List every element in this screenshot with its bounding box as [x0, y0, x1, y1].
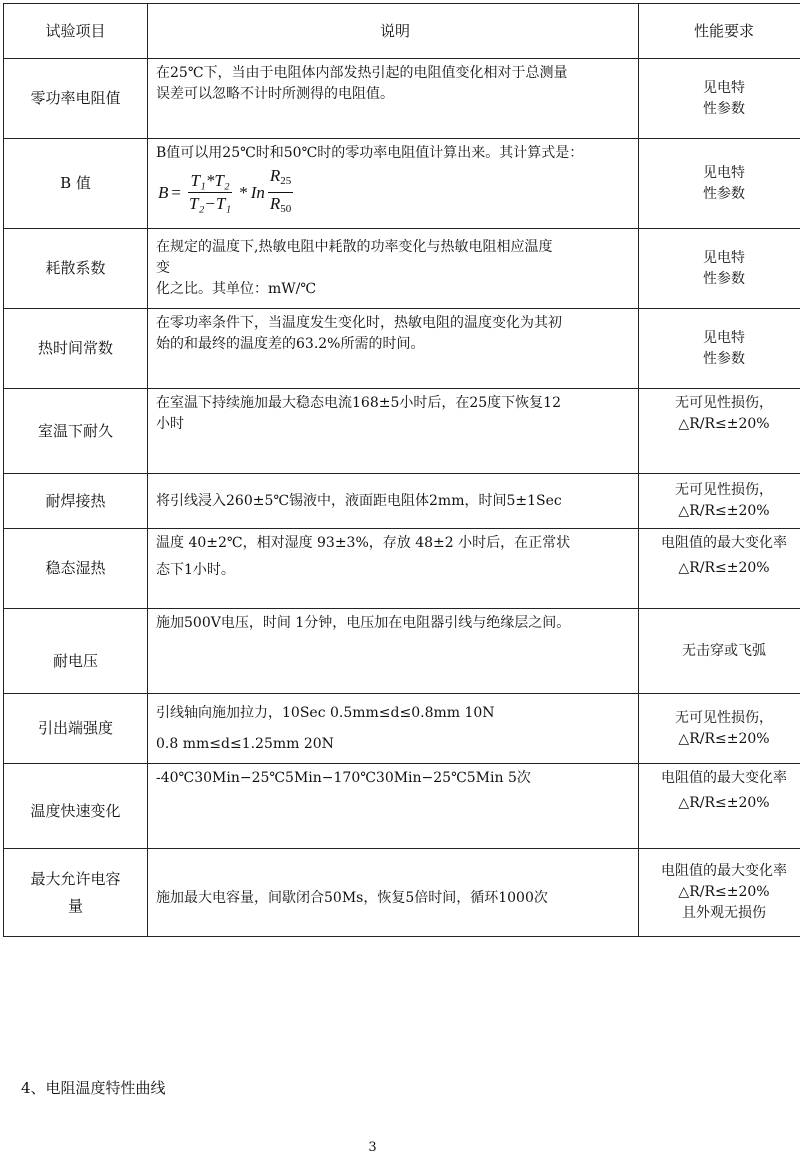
- description-line: 引线轴向施加拉力，10Sec 0.5mm≤d≤0.8mm 10N: [156, 704, 495, 721]
- row-test-item: 耐电压: [4, 609, 148, 694]
- row-requirement: [639, 139, 800, 229]
- section-heading: 4、电阻温度特性曲线: [21, 1079, 166, 1097]
- requirement-line: 见电特: [703, 79, 745, 96]
- requirement-line: △R/R≤±20%: [678, 503, 770, 519]
- header-requirement: 性能要求: [639, 4, 800, 59]
- requirement-line: 无击穿或飞弧: [682, 642, 766, 659]
- description-line: 施加500V电压，时间 1分钟，电压加在电阻器引线与绝缘层之间。: [156, 615, 571, 631]
- description-line: B值可以用25℃时和50℃时的零功率电阻值计算出来。其计算式是：: [156, 145, 584, 161]
- description-line: 在零功率条件下，当温度发生变化时，热敏电阻的温度变化为其初: [156, 315, 562, 331]
- description-line: 小时: [156, 416, 184, 432]
- description-line: 误差可以忽略不计时所测得的电阻值。: [156, 86, 394, 102]
- table-row: [4, 389, 800, 474]
- row-test-item: 引出端强度: [4, 694, 148, 764]
- item-line: 量: [67, 896, 83, 915]
- requirement-line: 电阻值的最大变化率: [661, 863, 787, 879]
- formula-numerator: T₁*T₂: [188, 171, 231, 193]
- table-row: [4, 229, 800, 309]
- description-line: 始的和最终的温度差的63.2%所需的时间。: [156, 336, 425, 352]
- table-row: [4, 474, 800, 529]
- requirement-line: 且外观无损伤: [682, 905, 766, 921]
- table-row: [4, 609, 800, 694]
- row-description: [148, 59, 639, 139]
- row-test-item: 稳态湿热: [4, 529, 148, 609]
- formula-r-numerator: [268, 166, 293, 193]
- spec-table: [3, 3, 800, 937]
- row-test-item: B 值: [4, 139, 148, 229]
- description-line: 温度 40±2℃，相对湿度 93±3%，存放 48±2 小时后，在正常状: [156, 535, 571, 551]
- description-line: 在室温下持续施加最大稳态电流168±5小时后，在25度下恢复12: [156, 395, 561, 411]
- table-header-row: [4, 4, 800, 59]
- requirement-line: 性参数: [703, 185, 745, 202]
- description-line: 施加最大电容量，间歇闭合50Ms，恢复5倍时间，循环1000次: [156, 890, 548, 906]
- row-test-item: 耐焊接热: [4, 474, 148, 529]
- requirement-line: △R/R≤±20%: [678, 795, 770, 811]
- page-number: 3: [368, 1140, 377, 1155]
- row-requirement: [639, 229, 800, 309]
- row-description: [148, 139, 639, 229]
- description-line: 态下1小时。: [156, 562, 235, 578]
- requirement-line: △R/R≤±20%: [678, 560, 770, 576]
- formula-fraction-t: [187, 171, 233, 214]
- row-requirement: [639, 389, 800, 474]
- row-test-item: 热时间常数: [4, 309, 148, 389]
- row-requirement: [639, 764, 800, 849]
- row-description: [148, 474, 639, 529]
- formula-lhs: B: [158, 183, 169, 202]
- formula-denominator: T₂−T₁: [188, 194, 232, 213]
- table-row: [4, 529, 800, 609]
- row-description: [148, 309, 639, 389]
- r25-symbol: R: [269, 166, 281, 185]
- row-requirement: [639, 59, 800, 139]
- item-line: 最大允许电容: [30, 869, 121, 888]
- r50-subscript: 50: [280, 203, 292, 215]
- requirement-line: 见电特: [703, 329, 745, 346]
- formula-equals: =: [171, 183, 181, 202]
- requirement-line: △R/R≤±20%: [678, 730, 770, 747]
- header-test-item: 试验项目: [4, 4, 148, 59]
- table-row: [4, 694, 800, 764]
- row-requirement: [639, 529, 800, 609]
- b-value-formula: [158, 166, 634, 219]
- description-line: 在25℃下，当由于电阻体内部发热引起的电阻值变化相对于总测量: [156, 65, 568, 81]
- row-test-item: 耗散系数: [4, 229, 148, 309]
- requirement-line: △R/R≤±20%: [678, 416, 770, 432]
- requirement-line: 电阻值的最大变化率: [661, 535, 787, 551]
- row-description: [148, 849, 639, 937]
- table-row: [4, 309, 800, 389]
- row-test-item: 室温下耐久: [4, 389, 148, 474]
- r50-symbol: R: [269, 194, 281, 213]
- description-line: 化之比。其单位：mW/℃: [156, 281, 317, 297]
- row-test-item: 温度快速变化: [4, 764, 148, 849]
- requirement-line: 电阻值的最大变化率: [661, 770, 787, 786]
- row-requirement: [639, 694, 800, 764]
- description-line: 0.8 mm≤d≤1.25mm 20N: [156, 735, 334, 752]
- row-test-item: 零功率电阻值: [4, 59, 148, 139]
- requirement-line: 性参数: [703, 100, 745, 117]
- formula-ln: In: [250, 183, 265, 202]
- table-row: [4, 764, 800, 849]
- requirement-line: 见电特: [703, 164, 745, 181]
- requirement-line: 无可见性损伤，: [675, 395, 773, 411]
- requirement-line: 性参数: [703, 270, 745, 287]
- row-description: [148, 764, 639, 849]
- requirement-line: 无可见性损伤，: [675, 709, 773, 726]
- table-row: [4, 849, 800, 937]
- row-description: [148, 389, 639, 474]
- row-description: [148, 229, 639, 309]
- row-test-item: [4, 849, 148, 937]
- requirement-line: 见电特: [703, 249, 745, 266]
- header-description: 说明: [148, 4, 639, 59]
- description-line: 变: [156, 260, 170, 276]
- row-description: [148, 694, 639, 764]
- description-line: -40℃30Min−25℃5Min−170℃30Min−25℃5Min 5次: [156, 770, 531, 786]
- r25-subscript: 25: [280, 175, 292, 187]
- description-line: 将引线浸入260±5℃锡液中，液面距电阻体2mm，时间5±1Sec: [156, 492, 562, 509]
- formula-r-denominator: [268, 193, 293, 219]
- row-requirement: [639, 309, 800, 389]
- row-requirement: [639, 609, 800, 694]
- row-requirement: [639, 849, 800, 937]
- requirement-line: 性参数: [703, 350, 745, 367]
- formula-multiply: *: [239, 183, 248, 202]
- requirement-line: 无可见性损伤，: [675, 482, 773, 498]
- row-description: [148, 609, 639, 694]
- row-description: [148, 529, 639, 609]
- row-requirement: [639, 474, 800, 529]
- table-row: [4, 139, 800, 229]
- formula-fraction-r: [268, 166, 293, 219]
- table-row: [4, 59, 800, 139]
- description-line: 在规定的温度下,热敏电阻中耗散的功率变化与热敏电阻相应温度: [156, 239, 553, 255]
- requirement-line: △R/R≤±20%: [678, 884, 770, 900]
